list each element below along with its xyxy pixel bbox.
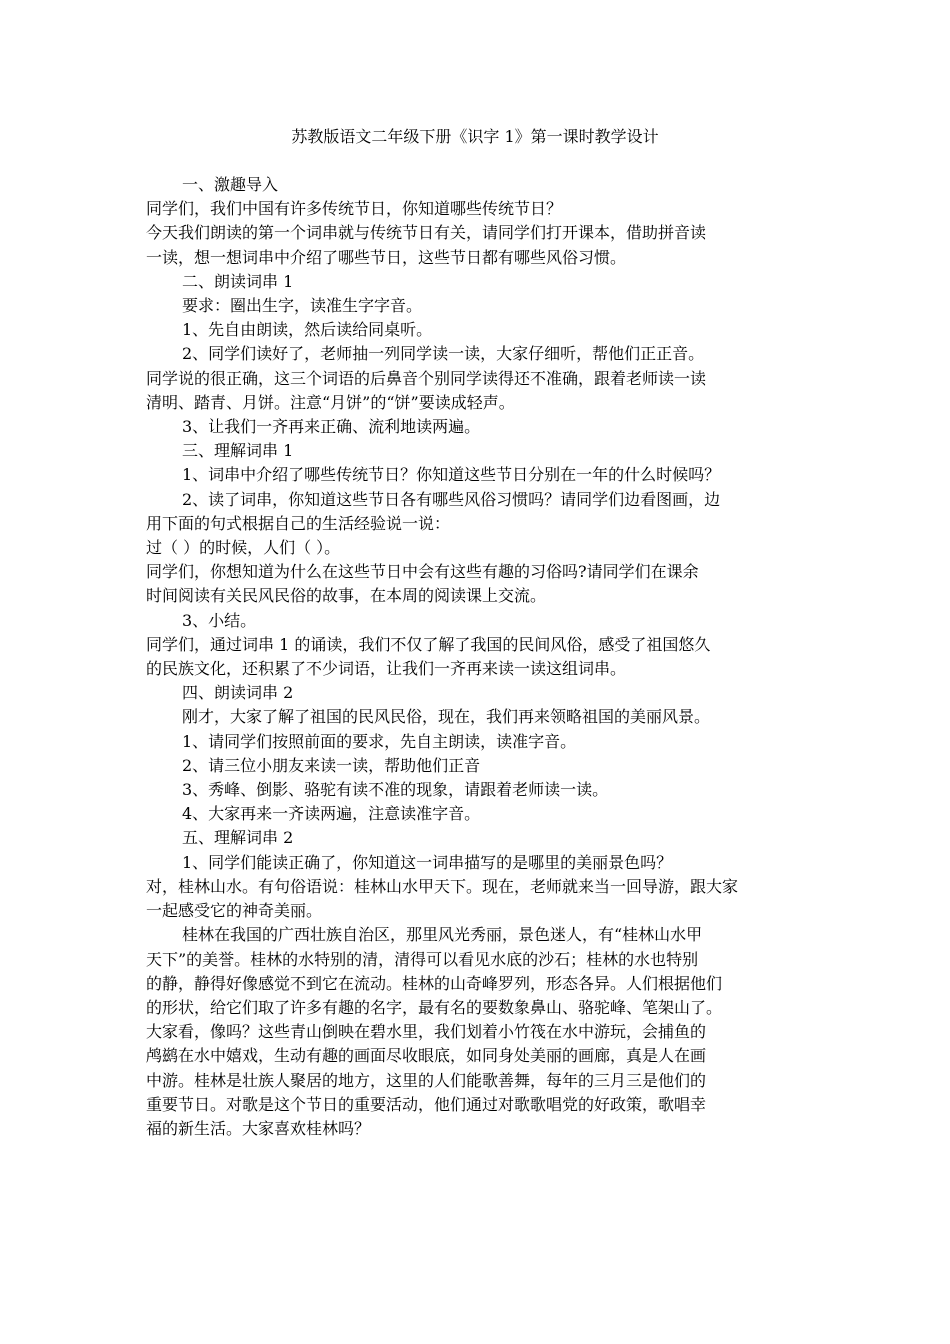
text-line: 过（ ）的时候，人们（ ）。 (146, 538, 341, 558)
text-line: 2、读了词串，你知道这些节日各有哪些风俗习惯吗？请同学们边看图画，边 (182, 489, 721, 509)
text-line: 1、词串中介绍了哪些传统节日？你知道这些节日分别在一年的什么时候吗？ (182, 465, 721, 485)
text-line: 3、小结。 (182, 610, 257, 630)
text-line: 一起感受它的神奇美丽。 (146, 901, 323, 921)
text-line: 的民族文化，还积累了不少词语，让我们一齐再来读一读这组词串。 (146, 659, 627, 679)
text-line: 清明、踏青、月饼。注意“月饼”的“饼”要读成轻声。 (146, 392, 515, 412)
text-line: 二、朗读词串 1 (182, 271, 294, 291)
document-body (146, 173, 826, 1141)
text-line: 重要节日。对歌是这个节日的重要活动，他们通过对歌歌唱党的好政策，歌唱幸 (146, 1094, 707, 1114)
text-line: 五、理解词串 2 (182, 828, 294, 848)
text-line: 今天我们朗读的第一个词串就与传统节日有关，请同学们打开课本，借助拼音读 (146, 223, 707, 243)
text-line: 用下面的句式根据自己的生活经验说一说： (146, 513, 451, 533)
text-line: 3、让我们一齐再来正确、流利地读两遍。 (182, 417, 481, 437)
text-line: 中游。桂林是壮族人聚居的地方，这里的人们能歌善舞，每年的三月三是他们的 (146, 1070, 707, 1090)
text-line: 要求：圈出生字，读准生字字音。 (182, 296, 423, 316)
text-line: 的形状，给它们取了许多有趣的名字，最有名的要数象鼻山、骆驼峰、笔架山了。 (146, 997, 723, 1017)
text-line: 同学们，你想知道为什么在这些节日中会有这些有趣的习俗吗?请同学们在课余 (146, 562, 699, 582)
text-line: 同学们，我们中国有许多传统节日，你知道哪些传统节日？ (146, 199, 563, 219)
text-line: 同学说的很正确，这三个词语的后鼻音个别同学读得还不准确，跟着老师读一读 (146, 368, 707, 388)
text-line: 1、请同学们按照前面的要求，先自主朗读，读准字音。 (182, 731, 577, 751)
text-line: 大家看，像吗？这些青山倒映在碧水里，我们划着小竹筏在水中游玩，会捕鱼的 (146, 1022, 707, 1042)
text-line: 1、先自由朗读，然后读给同桌听。 (182, 320, 433, 340)
text-line: 四、朗读词串 2 (182, 683, 294, 703)
text-line: 对，桂林山水。有句俗语说：桂林山水甲天下。现在，老师就来当一回导游，跟大家 (146, 876, 739, 896)
text-line: 天下”的美誉。桂林的水特别的清，清得可以看见水底的沙石；桂林的水也特别 (146, 949, 699, 969)
text-line: 一、激趣导入 (182, 175, 279, 194)
text-line: 三、理解词串 1 (182, 441, 294, 461)
text-line: 2、请三位小朋友来读一读，帮助他们正音 (182, 755, 481, 775)
text-line: 2、同学们读好了，老师抽一列同学读一读，大家仔细听，帮他们正正音。 (182, 344, 705, 364)
text-line: 福的新生活。大家喜欢桂林吗？ (146, 1118, 371, 1138)
text-line: 同学们，通过词串 1 的诵读，我们不仅了解了我国的民间风俗，感受了祖国悠久 (146, 634, 711, 654)
text-line: 1、同学们能读正确了，你知道这一词串描写的是哪里的美丽景色吗？ (182, 852, 673, 872)
text-line: 3、秀峰、倒影、骆驼有读不准的现象，请跟着老师读一读。 (182, 780, 609, 800)
text-line: 鸬鹚在水中嬉戏，生动有趣的画面尽收眼底，如同身处美丽的画廊，真是人在画 (146, 1046, 707, 1066)
text-line: 桂林在我国的广西壮族自治区，那里风光秀丽，景色迷人，有“桂林山水甲 (182, 925, 703, 945)
text-line: 刚才，大家了解了祖国的民风民俗，现在，我们再来领略祖国的美丽风景。 (182, 707, 711, 727)
text-line: 4、大家再来一齐读两遍，注意读准字音。 (182, 804, 481, 824)
text-line: 时间阅读有关民风民俗的故事，在本周的阅读课上交流。 (146, 586, 547, 606)
text-line: 一读，想一想词串中介绍了哪些节日，这些节日都有哪些风俗习惯。 (146, 247, 627, 267)
text-line: 的静，静得好像感觉不到它在流动。桂林的山奇峰罗列，形态各异。人们根据他们 (146, 973, 723, 993)
document-title: 苏教版语文二年级下册《识字 1》第一课时教学设计 (291, 127, 659, 146)
